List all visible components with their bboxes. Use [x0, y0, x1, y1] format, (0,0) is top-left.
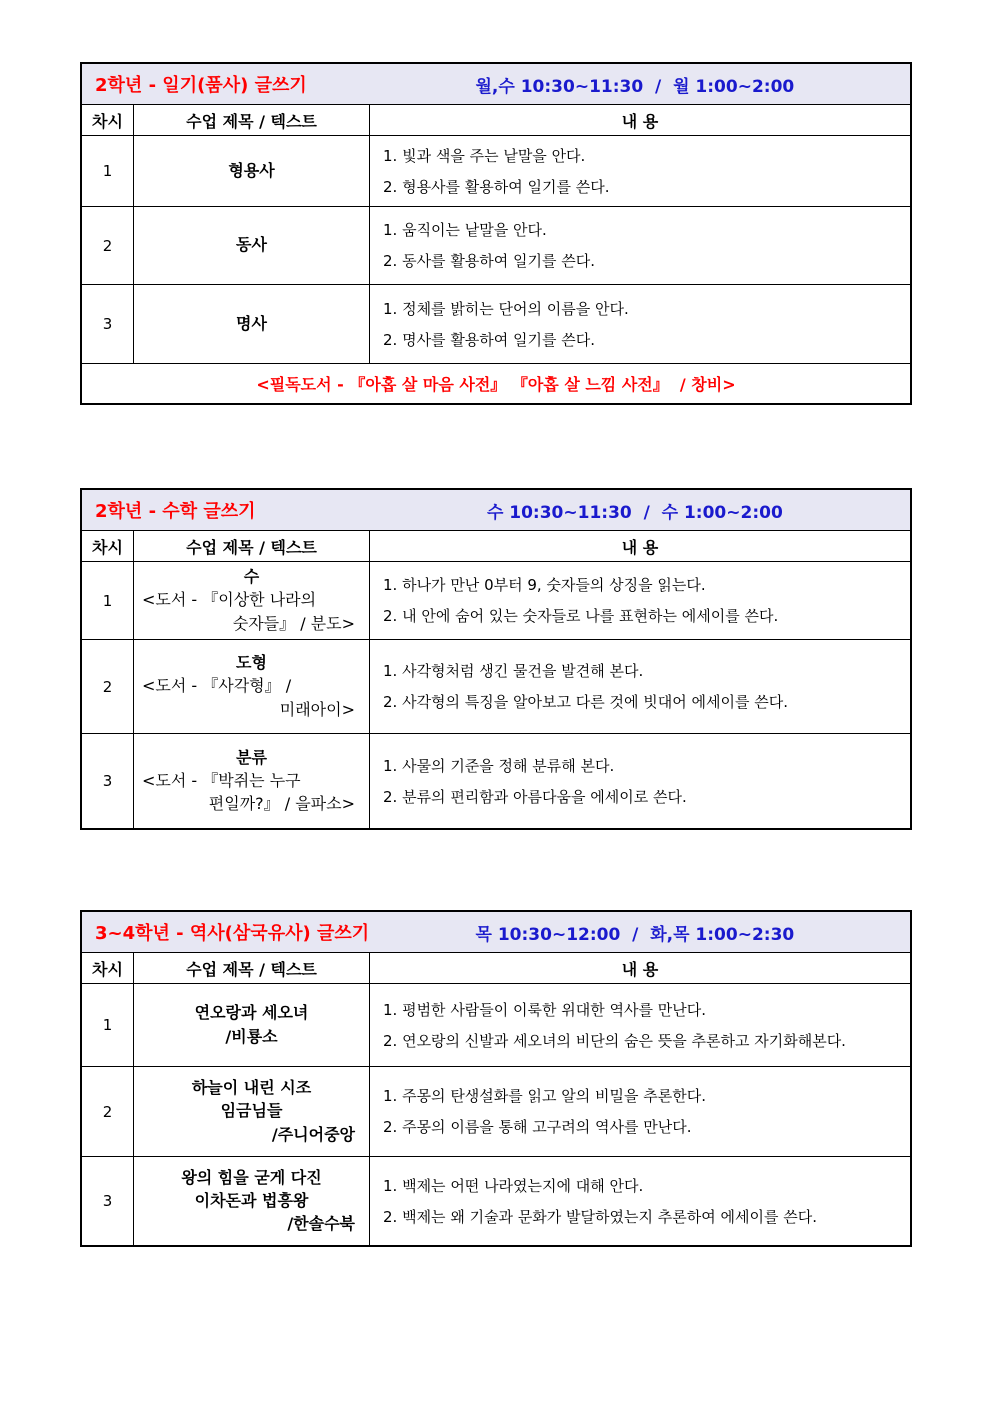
- lesson-title-line: 도형: [236, 653, 267, 673]
- lesson-title-line: 형용사: [228, 160, 275, 180]
- lesson-title-cell: [134, 640, 370, 733]
- lesson-book-line: <도서 - 『박쥐는 누구: [142, 770, 301, 790]
- session-number: 3: [82, 734, 134, 828]
- lesson-title-line: 분류: [236, 747, 267, 767]
- course-title: 2학년 - 수학 글쓰기: [95, 501, 256, 522]
- session-number: 1: [82, 562, 134, 639]
- col-header-session: 차시: [82, 531, 134, 561]
- content-cell: [370, 1157, 910, 1245]
- content-line: 1. 빛과 색을 주는 낱말을 안다.: [383, 146, 586, 165]
- content-cell: [370, 207, 910, 284]
- content-line: 1. 주몽의 탄생설화를 읽고 알의 비밀을 추론한다.: [383, 1087, 706, 1106]
- content-line: 1. 정체를 밝히는 단어의 이름을 안다.: [383, 299, 629, 318]
- lesson-title-line: 연오랑과 세오녀: [194, 1003, 309, 1023]
- table-row: [82, 207, 910, 285]
- content-cell: [370, 640, 910, 733]
- content-cell: [370, 984, 910, 1066]
- lesson-title-cell: [134, 1157, 370, 1245]
- lesson-title-cell: [134, 207, 370, 284]
- lesson-title-line: 수: [243, 567, 260, 586]
- course-title-row: [82, 64, 910, 105]
- content-line: 2. 백제는 왜 기술과 문화가 발달하였는지 추론하여 에세이를 쓴다.: [383, 1207, 817, 1226]
- column-header-row: [82, 953, 910, 984]
- lesson-title-cell: [134, 562, 370, 639]
- table-row: [82, 984, 910, 1067]
- col-header-content: 내 용: [621, 537, 659, 557]
- lesson-title-line: 이차돈과 법흥왕: [194, 1190, 309, 1210]
- column-header-row: [82, 531, 910, 562]
- lesson-publisher-line: /주니어중앙: [271, 1124, 355, 1144]
- lesson-book-line: <도서 - 『이상한 나라의: [142, 590, 317, 610]
- course-schedule: 월,수 10:30~11:30 / 월 1:00~2:00: [475, 76, 795, 97]
- col-header-session: 차시: [82, 105, 134, 135]
- table-row: [82, 734, 910, 828]
- lesson-book-line: 편일까?』 / 을파소>: [208, 794, 355, 814]
- content-line: 1. 움직이는 낱말을 안다.: [383, 221, 547, 239]
- content-line: 2. 형용사를 활용하여 일기를 쓴다.: [383, 177, 610, 196]
- course-table-diary-writing: [80, 62, 912, 405]
- content-line: 1. 사각형처럼 생긴 물건을 발견해 본다.: [383, 662, 644, 681]
- session-number: 1: [82, 984, 134, 1066]
- session-number: 2: [82, 1067, 134, 1156]
- session-number: 1: [82, 136, 134, 206]
- lesson-publisher-line: /한솔수북: [287, 1214, 355, 1234]
- content-line: 2. 내 안에 숨어 있는 숫자들로 나를 표현하는 에세이를 쓴다.: [383, 607, 779, 626]
- content-cell: [370, 734, 910, 828]
- content-line: 1. 백제는 어떤 나라였는지에 대해 안다.: [383, 1176, 644, 1195]
- table-row: [82, 1067, 910, 1157]
- table-row: [82, 562, 910, 640]
- content-line: 1. 평범한 사람들이 이룩한 위대한 역사를 만난다.: [383, 1000, 706, 1019]
- course-title-row: [82, 490, 910, 531]
- lesson-title-cell: [134, 285, 370, 363]
- col-header-content: 내 용: [621, 111, 659, 131]
- lesson-title-line: 임금님들: [220, 1101, 283, 1121]
- lesson-title-cell: [134, 984, 370, 1066]
- course-schedule: 목 10:30~12:00 / 화,목 1:00~2:30: [475, 924, 795, 945]
- course-title-row: [82, 912, 910, 953]
- session-number: 3: [82, 1157, 134, 1245]
- course-table-math-writing: [80, 488, 912, 830]
- lesson-book-line: 미래아이>: [279, 699, 355, 719]
- content-line: 2. 주몽의 이름을 통해 고구려의 역사를 만난다.: [383, 1118, 692, 1137]
- lesson-book-line: <도서 - 『사각형』 /: [142, 676, 292, 696]
- content-line: 1. 사물의 기준을 정해 분류해 본다.: [383, 756, 615, 775]
- col-header-lesson-title: 수업 제목 / 텍스트: [134, 105, 370, 135]
- session-number: 2: [82, 207, 134, 284]
- course-schedule: 수 10:30~11:30 / 수 1:00~2:00: [486, 502, 783, 523]
- content-line: 2. 연오랑의 신발과 세오녀의 비단의 숨은 뜻을 추론하고 자기화해본다.: [383, 1031, 846, 1050]
- lesson-title-line: 명사: [236, 313, 267, 333]
- col-header-content: 내 용: [621, 959, 659, 979]
- course-table-history-writing: [80, 910, 912, 1247]
- session-number: 2: [82, 640, 134, 733]
- content-cell: [370, 1067, 910, 1156]
- table-row: [82, 640, 910, 734]
- content-cell: [370, 285, 910, 363]
- lesson-title-cell: [134, 136, 370, 206]
- content-line: 2. 명사를 활용하여 일기를 쓴다.: [383, 330, 596, 349]
- lesson-title-cell: [134, 1067, 370, 1156]
- col-header-session: 차시: [82, 953, 134, 983]
- table-row: [82, 136, 910, 207]
- lesson-publisher-line: /비룡소: [225, 1026, 278, 1046]
- content-line: 2. 동사를 활용하여 일기를 쓴다.: [383, 252, 596, 270]
- content-cell: [370, 136, 910, 206]
- content-cell: [370, 562, 910, 639]
- table-row: [82, 285, 910, 364]
- column-header-row: [82, 105, 910, 136]
- col-header-lesson-title: 수업 제목 / 텍스트: [134, 531, 370, 561]
- lesson-title-line: 하늘이 내린 시조: [191, 1078, 312, 1098]
- required-books-footer: <필독도서 - 『아홉 살 마음 사전』 『아홉 살 느낌 사전』 / 창비>: [256, 375, 736, 394]
- course-title: 2학년 - 일기(품사) 글쓰기: [95, 75, 307, 96]
- course-title: 3~4학년 - 역사(삼국유사) 글쓰기: [95, 923, 370, 945]
- lesson-title-line: 왕의 힘을 굳게 다진: [181, 1167, 322, 1187]
- lesson-title-line: 동사: [236, 235, 267, 255]
- content-line: 1. 하나가 만난 0부터 9, 숫자들의 상징을 읽는다.: [383, 576, 706, 595]
- col-header-lesson-title: 수업 제목 / 텍스트: [134, 953, 370, 983]
- table-row: [82, 1157, 910, 1245]
- content-line: 2. 사각형의 특징을 알아보고 다른 것에 빗대어 에세이를 쓴다.: [383, 693, 788, 712]
- session-number: 3: [82, 285, 134, 363]
- lesson-title-cell: [134, 734, 370, 828]
- content-line: 2. 분류의 편리함과 아름다움을 에세이로 쓴다.: [383, 787, 687, 806]
- lesson-book-line: 숫자들』 / 분도>: [232, 613, 355, 633]
